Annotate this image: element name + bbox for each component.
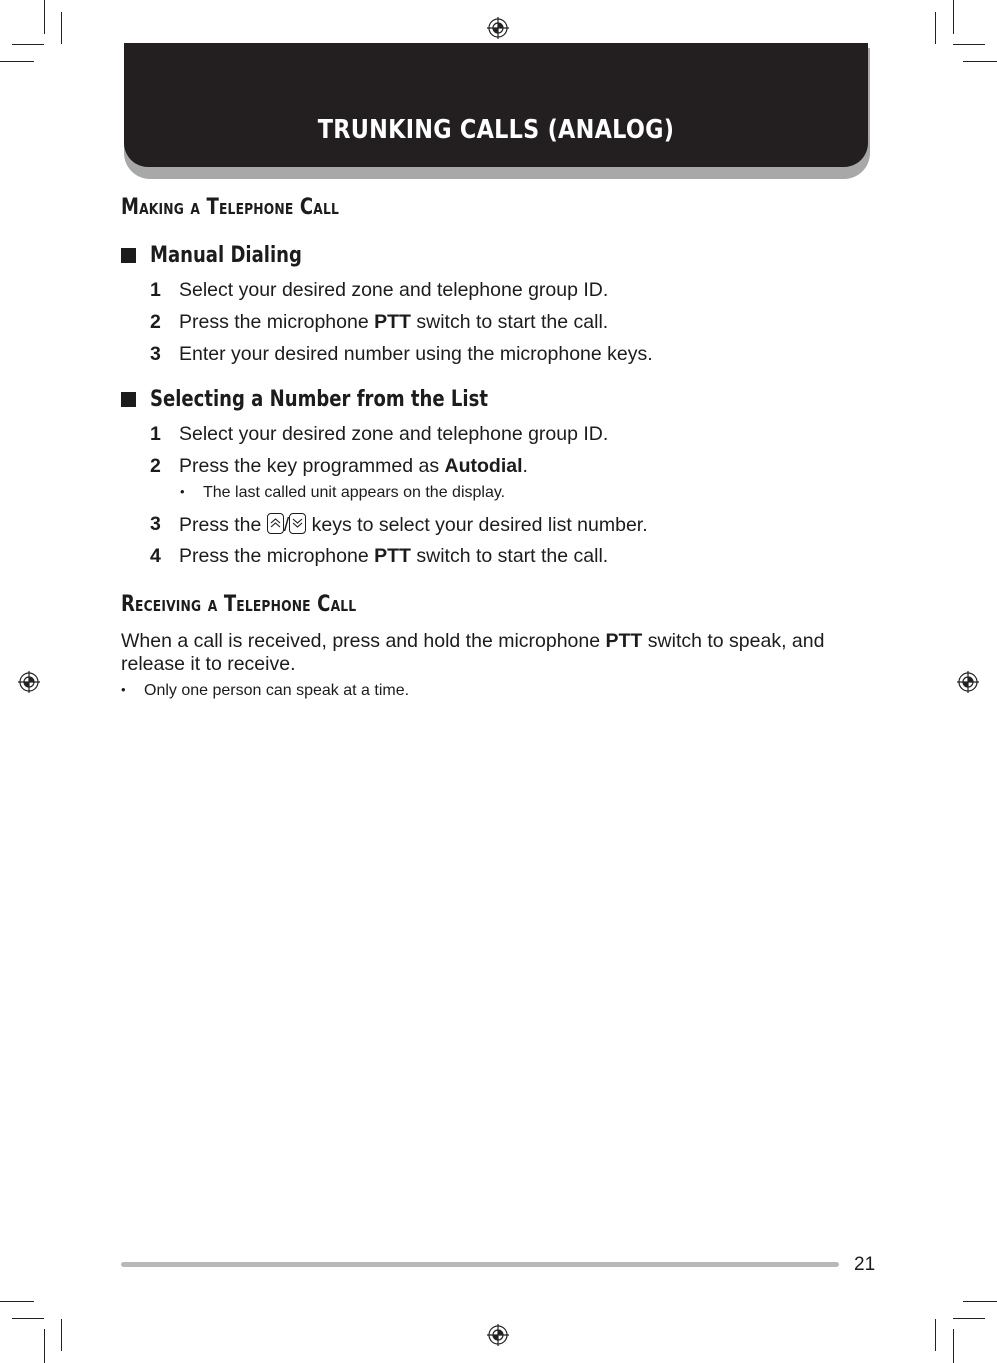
- square-bullet-icon: [121, 392, 136, 407]
- down-key-icon: [289, 513, 306, 534]
- chapter-banner: [124, 43, 868, 167]
- section-heading-receiving-call: Receiving a Telephone Call: [121, 592, 357, 617]
- page-number: 21: [854, 1254, 876, 1275]
- chapter-title: TRUNKING CALLS (ANALOG): [317, 115, 675, 145]
- square-bullet-icon: [121, 248, 136, 263]
- footer-rule: [121, 1262, 839, 1267]
- registration-mark-icon: [18, 671, 40, 693]
- registration-mark-icon: [957, 671, 979, 693]
- registration-mark-icon: [487, 1324, 509, 1346]
- registration-mark-icon: [487, 17, 509, 39]
- paragraph: When a call is received, press and hold the microphone PTT switch to speak, and release it to receive.: [121, 630, 825, 675]
- up-key-icon: [267, 513, 284, 534]
- section-heading-making-call: Making a Telephone Call: [121, 195, 339, 220]
